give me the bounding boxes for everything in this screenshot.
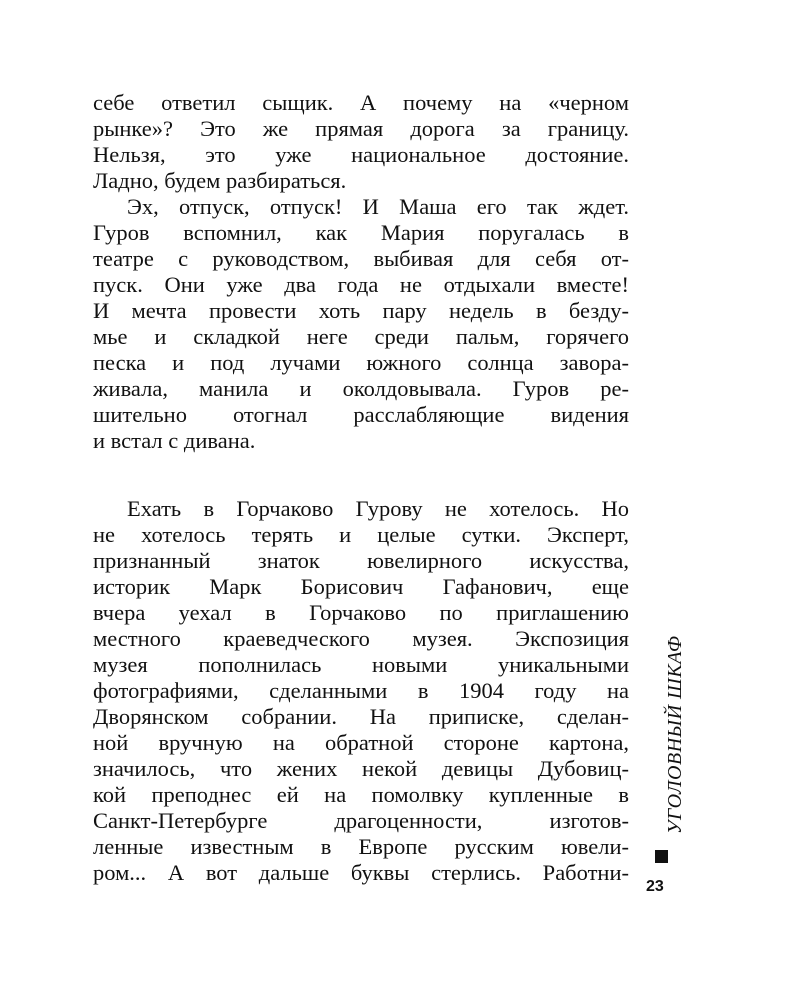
text-line: Ладно, будем разбираться. xyxy=(93,168,347,193)
paragraph-3 xyxy=(93,496,629,886)
running-title: УГОЛОВНЫЙ ШКАФ xyxy=(664,635,686,834)
text-line: ленные известным в Европе русским ювели- xyxy=(93,834,629,859)
text-line: музея пополнилась новыми уникальными xyxy=(93,652,629,677)
text-line: признанный знаток ювелирного искусства, xyxy=(93,548,629,573)
text-line: и встал с дивана. xyxy=(93,428,256,453)
text-line: местного краеведческого музея. Экспозиция xyxy=(93,626,629,651)
text-line: ной вручную на обратной стороне картона, xyxy=(93,730,629,755)
text-line: Дворянском собрании. На приписке, сделан- xyxy=(93,704,629,729)
text-line: кой преподнес ей на помолвку купленные в xyxy=(93,782,629,807)
book-page-text xyxy=(93,90,629,886)
text-line: Нельзя, это уже национальное достояние. xyxy=(93,142,629,167)
text-line: живала, манила и околдовывала. Гуров ре- xyxy=(93,376,629,401)
text-line: рынке»? Это же прямая дорога за границу. xyxy=(93,116,629,141)
text-line: себе ответил сыщик. А почему на «черном xyxy=(93,90,629,115)
text-line: театре с руководством, выбивая для себя от- xyxy=(93,246,629,271)
text-line: И мечта провести хоть пару недель в безду- xyxy=(93,298,629,323)
paragraph-1 xyxy=(93,90,629,194)
text-line: песка и под лучами южного солнца завора- xyxy=(93,350,629,375)
page-number: 23 xyxy=(646,878,664,895)
text-line: ром... А вот дальше буквы стерлись. Работни- xyxy=(93,860,629,885)
text-line: не хотелось терять и целые сутки. Эксперт, xyxy=(93,522,629,547)
text-line: Ехать в Горчаково Гурову не хотелось. Но xyxy=(127,496,629,521)
text-line: историк Марк Борисович Гафанович, еще xyxy=(93,574,629,599)
square-marker-icon xyxy=(655,850,668,863)
text-line: Гуров вспомнил, как Мария поругалась в xyxy=(93,220,629,245)
section-break xyxy=(93,454,629,496)
text-line: Санкт-Петербурге драгоценности, изготов- xyxy=(93,808,629,833)
paragraph-2 xyxy=(93,194,629,454)
text-line: пуск. Они уже два года не отдыхали вместе! xyxy=(93,272,629,297)
text-line: вчера уехал в Горчаково по приглашению xyxy=(93,600,629,625)
text-line: фотографиями, сделанными в 1904 году на xyxy=(93,678,629,703)
text-line: шительно отогнал расслабляющие видения xyxy=(93,402,629,427)
text-line: значилось, что жених некой девицы Дубовиц- xyxy=(93,756,629,781)
text-line: Эх, отпуск, отпуск! И Маша его так ждет. xyxy=(127,194,629,219)
text-line: мье и складкой неге среди пальм, горячего xyxy=(93,324,629,349)
